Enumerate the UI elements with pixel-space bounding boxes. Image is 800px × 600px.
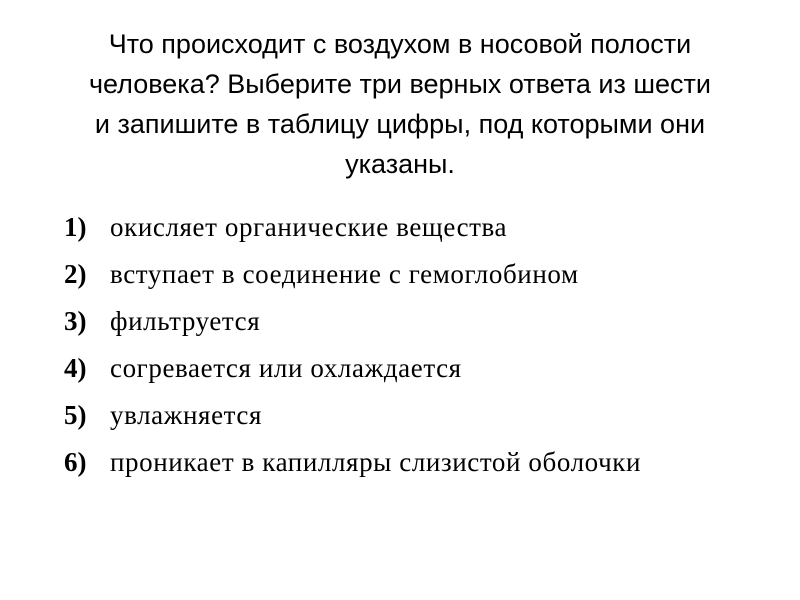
option-text: фильтруется: [110, 306, 261, 336]
option-number: 2): [64, 259, 87, 289]
question-line: человека? Выберите три верных ответа из шести: [88, 69, 711, 99]
option-number: 1): [64, 212, 87, 242]
answer-option: [64, 345, 641, 392]
option-text: окисляет органические вещества: [110, 212, 508, 242]
answer-option: [64, 298, 641, 345]
question-text: [40, 24, 760, 184]
option-number: 6): [64, 447, 87, 477]
option-text: увлажняется: [110, 400, 262, 430]
option-number: 5): [64, 400, 87, 430]
answer-option: [64, 204, 641, 251]
option-text: проникает в капилляры слизистой оболочки: [110, 447, 642, 477]
option-number: 3): [64, 306, 87, 336]
question-line: Что происходит с воздухом в носовой полости: [108, 29, 692, 59]
option-text: вступает в соединение с гемоглобином: [110, 259, 579, 289]
answer-option: [64, 392, 641, 439]
question-line: и запишите в таблицу цифры, под которыми они: [94, 109, 706, 139]
answer-option: [64, 251, 641, 298]
answer-options-list: [64, 204, 641, 486]
option-number: 4): [64, 353, 87, 383]
option-text: согревается или охлаждается: [110, 353, 462, 383]
answer-option: [64, 439, 641, 486]
question-line: указаны.: [345, 149, 455, 179]
